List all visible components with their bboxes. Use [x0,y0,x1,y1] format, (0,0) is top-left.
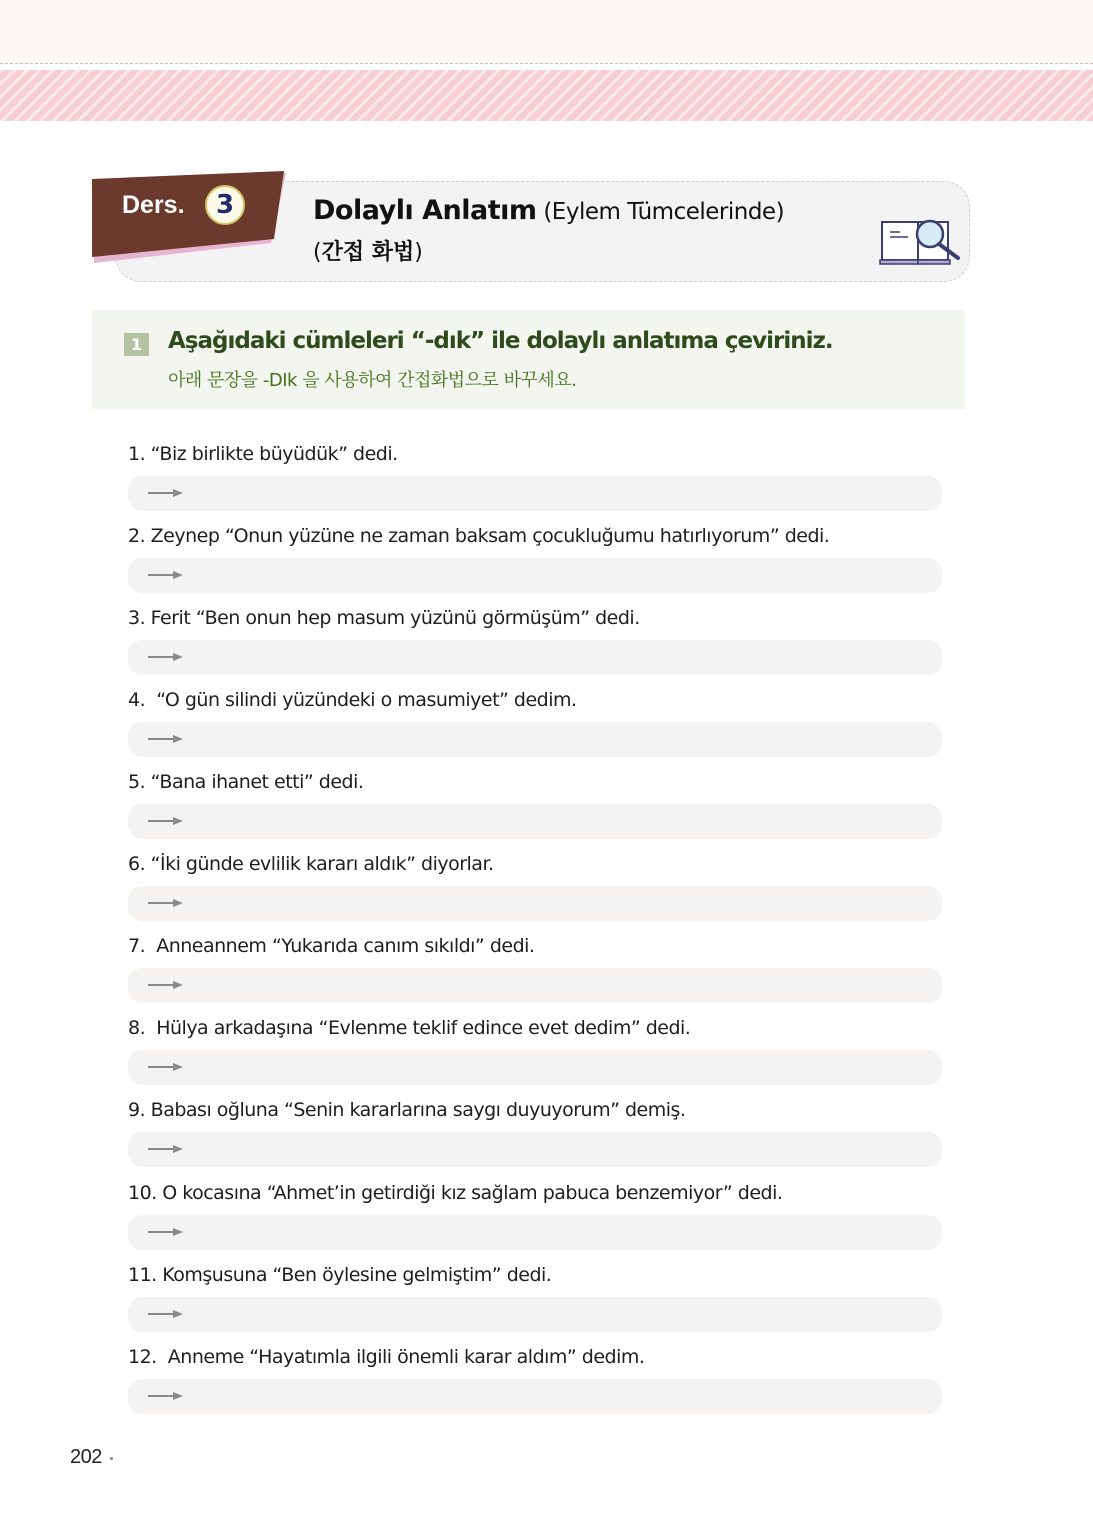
question-item [128,1264,942,1346]
arrow-right-icon [148,816,184,826]
question-text: 6. “İki günde evlilik kararı aldık” diyorlar. [128,853,494,875]
lesson-subtitle-open: ( [313,240,322,265]
question-item [128,1182,942,1264]
answer-field[interactable] [128,1215,942,1250]
answer-field[interactable] [128,804,942,839]
question-text: 9. Babası oğluna “Senin kararlarına saygı duyuyorum” demiş. [128,1099,686,1121]
top-band [0,0,1093,64]
answer-field[interactable] [128,968,942,1003]
question-text: 12. Anneme “Hayatımla ilgili önemli karar aldım” dedim. [128,1346,645,1368]
question-text: 3. Ferit “Ben onun hep masum yüzünü görmüşüm” dedi. [128,607,640,629]
arrow-right-icon [148,898,184,908]
arrow-right-icon [148,570,184,580]
arrow-right-icon [148,980,184,990]
exercise-instruction-box [92,310,965,409]
lesson-title-detail: (Eylem Tümcelerinde) [536,199,785,225]
answer-field[interactable] [128,1379,942,1414]
question-text: 8. Hülya arkadaşına “Evlenme teklif edince evet dedim” dedi. [128,1017,691,1039]
question-text: 4. “O gün silindi yüzündeki o masumiyet” dedim. [128,689,577,711]
question-item [128,525,942,607]
question-item [128,1099,942,1181]
lesson-subtitle-close: ) [414,240,423,265]
arrow-right-icon [148,734,184,744]
question-text: 2. Zeynep “Onun yüzüne ne zaman baksam çocukluğumu hatırlıyorum” dedi. [128,525,830,547]
answer-field[interactable] [128,476,942,511]
question-text: 5. “Bana ihanet etti” dedi. [128,771,364,793]
question-item [128,607,942,689]
answer-field[interactable] [128,1050,942,1085]
answer-field[interactable] [128,640,942,675]
arrow-right-icon [148,1391,184,1401]
arrow-right-icon [148,1227,184,1237]
exercise-title: Aşağıdaki cümleleri “-dık” ile dolaylı anlatıma çeviriniz. [168,328,833,354]
question-text: 1. “Biz birlikte büyüdük” dedi. [128,443,398,465]
question-item [128,1017,942,1099]
question-item [128,935,942,1017]
arrow-right-icon [148,1062,184,1072]
arrow-right-icon [148,1144,184,1154]
question-text: 10. O kocasına “Ahmet’in getirdiği kız sağlam pabuca benzemiyor” dedi. [128,1182,783,1204]
answer-field[interactable] [128,558,942,593]
answer-field[interactable] [128,722,942,757]
exercise-subtitle: 아래 문장을 -DIk 을 사용하여 간접화법으로 바꾸세요. [168,370,577,391]
page-number: 202 [70,1446,102,1468]
lesson-title [313,195,784,226]
lesson-label: Ders. [122,191,185,219]
lesson-number-badge: 3 [205,185,245,225]
answer-field[interactable] [128,1297,942,1332]
lesson-subtitle [313,235,423,266]
question-item [128,689,942,771]
page-number-dot [110,1457,113,1460]
question-text: 7. Anneannem “Yukarıda canım sıkıldı” dedi. [128,935,535,957]
question-item [128,443,942,525]
book-magnifier-icon [878,214,964,266]
answer-field[interactable] [128,886,942,921]
lesson-subtitle-text: 간접 화법 [321,240,415,265]
question-text: 11. Komşusuna “Ben öylesine gelmiştim” dedi. [128,1264,552,1286]
arrow-right-icon [148,652,184,662]
answer-field[interactable] [128,1132,942,1167]
top-dotted-divider [0,63,1093,64]
question-item [128,853,942,935]
lesson-title-main: Dolaylı Anlatım [313,195,537,226]
arrow-right-icon [148,1309,184,1319]
question-item [128,1346,942,1428]
header-stripe-band [0,70,1093,121]
arrow-right-icon [148,488,184,498]
question-item [128,771,942,853]
exercise-number-badge: 1 [124,333,149,356]
